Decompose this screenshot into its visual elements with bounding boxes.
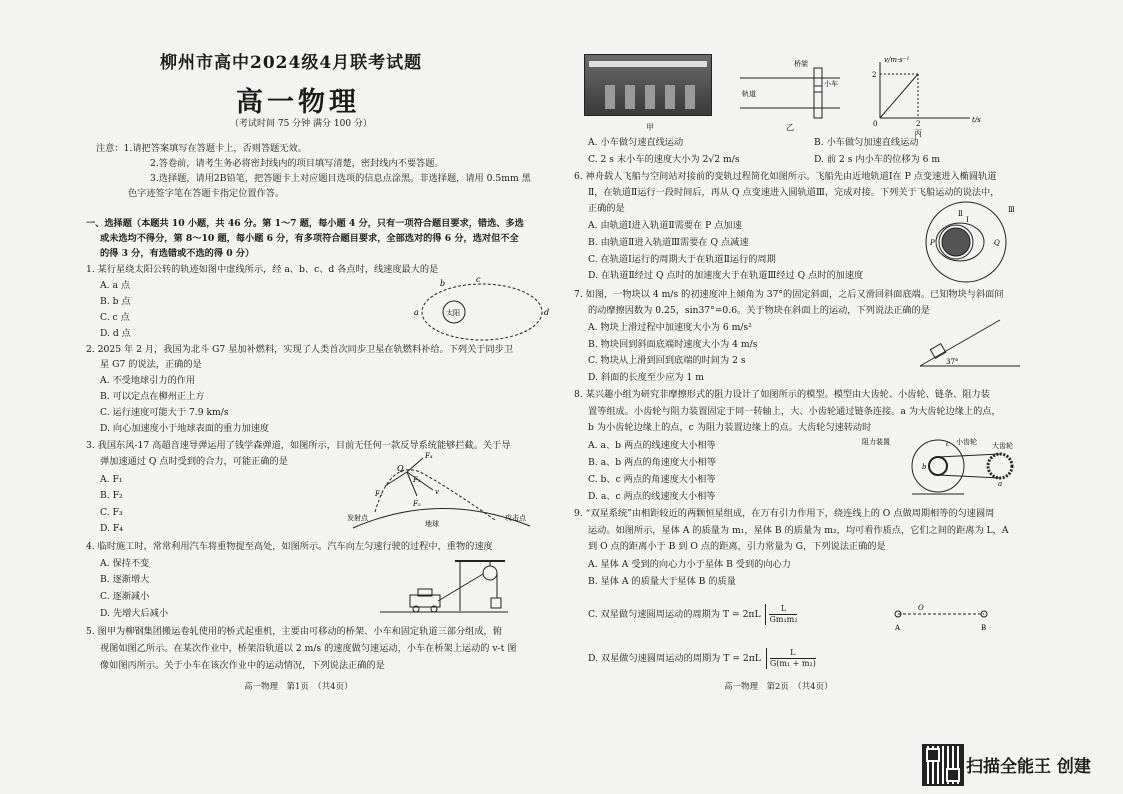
- q6-stem-3: 正确的是: [588, 203, 625, 214]
- q3-earth-label: 地球: [425, 520, 439, 528]
- q8-small-label: 小齿轮: [956, 438, 977, 446]
- q3-target-label: 攻击点: [505, 514, 526, 522]
- fig5-rail-label: 轨道: [742, 90, 756, 98]
- q9-option-a: A. 星体 A 受到的向心力小于星体 B 受到的向心力: [588, 559, 791, 570]
- q8-option-a: A. a、b 两点的线速度大小相等: [588, 440, 716, 451]
- q7-angle-label: 37°: [946, 358, 959, 366]
- q3-label-v: v: [435, 488, 439, 496]
- fig5-label-yi: 乙: [786, 123, 794, 132]
- q8-label-a: a: [998, 480, 1003, 488]
- q2-option-b: B. 可以定点在柳州正上方: [100, 391, 205, 402]
- q3-stem-2: 弹加速通过 Q 点时受到的合力，可能正确的是: [100, 456, 288, 467]
- q7-stem-2: 的动摩擦因数为 0.25，sin37°=0.6。关于物块在斜面上的运动，下列说法正确的是: [588, 305, 930, 316]
- q7-option-d: D. 斜面的长度至少应为 1 m: [588, 372, 704, 383]
- q9-option-c-denominator: Gm₁m₂: [769, 615, 798, 624]
- q5-option-a: A. 小车做匀速直线运动: [588, 137, 684, 148]
- fig5-vt-graph: [870, 56, 990, 138]
- q6-option-a: A. 由轨道Ⅰ进入轨道Ⅱ需要在 P 点加速: [588, 220, 742, 231]
- q8-option-c: C. b、c 两点的角速度大小相等: [588, 474, 716, 485]
- q1-label-b: b: [440, 279, 446, 288]
- exam-title: 柳州市高中2024级4月联考试题: [160, 53, 423, 73]
- q8-stem-1: 8. 某兴趣小组为研究非摩擦形式的阻力设计了如图所示的模型。模型由大齿轮、小齿轮、链条、阻力装: [574, 389, 990, 400]
- q2-option-c: C. 运行速度可能大于 7.9 km/s: [100, 407, 229, 418]
- q4-option-d: D. 先增大后减小: [100, 608, 169, 619]
- note-4: 色字迹签字笔在答题卡指定位置作答。: [128, 188, 285, 199]
- q3-label-q: Q: [397, 464, 404, 473]
- q8-big-label: 大齿轮: [992, 442, 1013, 450]
- q9-binary-figure: [888, 604, 998, 634]
- q3-label-f3: F₃: [413, 476, 421, 484]
- fig5-xaxis-label: t/s: [972, 116, 981, 124]
- q1-label-c: c: [476, 275, 481, 284]
- right-footer: 高一物理 第2页 （共4页）: [724, 682, 833, 692]
- q9-option-c-text: C. 双星做匀速圆周运动的周期为 T = 2πL: [588, 609, 761, 620]
- q4-option-c: C. 逐渐减小: [100, 591, 150, 602]
- fig5-topview: [740, 60, 840, 132]
- q8-option-b: B. a、b 两点的角速度大小相等: [588, 457, 716, 468]
- q5-option-b: B. 小车做匀加速直线运动: [814, 137, 919, 148]
- q9-stem-1: 9. “双星系统”由相距较近的两颗恒星组成，在万有引力作用下，绕连线上的 O 点做周期相等的匀速圆周: [574, 508, 995, 519]
- subject-title: 高一物理: [236, 87, 360, 118]
- q7-stem-1: 7. 如图，一物块以 4 m/s 的初速度冲上倾角为 37°的固定斜面，之后又滑回斜面底端。已知物块与斜面间: [574, 289, 1004, 300]
- q8-stem-3: b 为小齿轮边缘上的点，c 为阻力装置边缘上的点。大齿轮匀速转动时: [588, 422, 872, 433]
- q6-stem-1: 6. 神舟载人飞船与空间站对接前的变轨过程简化如图所示。飞船先由近地轨道Ⅰ在 P 点变速进入椭圆轨道: [574, 171, 997, 182]
- q8-resist-label: 阻力装置: [862, 438, 890, 446]
- fig5-label-bing: 丙: [914, 129, 922, 138]
- q1-label-a: a: [414, 308, 419, 317]
- section-heading-2: 或未选均不得分，第 8～10 题，每小题 6 分，有多项符合题目要求，全部选对的得 6 分，选对但不全: [100, 233, 519, 244]
- q4-stem: 4. 临时施工时，常常利用汽车将重物提至高处，如图所示。汽车向左匀速行驶的过程中，重物的速度: [86, 541, 493, 552]
- q5-stem-3: 像如图丙所示。关于小车在该次作业中的运动情况，下列说法正确的是: [100, 660, 385, 671]
- q6-label-p: P: [930, 239, 935, 247]
- q8-label-c: c: [946, 440, 950, 448]
- q7-incline-figure: [920, 318, 1020, 368]
- q5-stem-2: 视图如图乙所示。在某次作业中，桥架沿轨道以 2 m/s 的速度做匀速运动，小车在桥架上运动的 v-t 图: [100, 643, 517, 654]
- q5-stem-1: 5. 图甲为柳钢集团搬运卷轧使用的桥式起重机，主要由可移动的桥架、小车和固定轨道三部分组成，俯: [86, 626, 502, 637]
- crane-photo: [584, 54, 712, 116]
- q3-trajectory-figure: [345, 450, 535, 532]
- q4-option-a: A. 保持不变: [100, 558, 150, 569]
- q4-option-b: B. 逐渐增大: [100, 574, 150, 585]
- q1-option-b: B. b 点: [100, 296, 131, 307]
- exam-info: （考试时间 75 分钟 满分 100 分）: [230, 119, 372, 129]
- left-footer: 高一物理 第1页 （共4页）: [244, 682, 353, 692]
- q7-option-c: C. 物块从上滑到回到底端的时间为 2 s: [588, 355, 746, 366]
- q3-option-a: A. F₁: [100, 474, 123, 485]
- q9-option-c: [588, 604, 797, 625]
- q3-option-b: B. F₂: [100, 490, 123, 501]
- fig5-origin: 0: [873, 120, 878, 128]
- q9-stem-3: 到 O 点的距离小于 B 到 O 点的距离，引力常量为 G，下列说法正确的是: [588, 541, 886, 552]
- q9-option-d-denominator: G(m₁ + m₂): [769, 659, 816, 668]
- q9-label-o: O: [918, 604, 924, 612]
- fig5-y-tick: 2: [872, 71, 877, 79]
- q2-stem-2: 星 G7 的说法，正确的是: [100, 359, 202, 370]
- q6-option-c: C. 在轨道Ⅰ运行的周期大于在轨道Ⅱ运行的周期: [588, 254, 776, 265]
- scanner-watermark: 扫描全能王 创建: [966, 757, 1091, 777]
- q1-sun-label: 太阳: [446, 309, 460, 317]
- q8-stem-2: 置等组成。小齿轮与阻力装置固定于同一转轴上，大、小齿轮通过链条连接。a 为大齿轮边缘上的点，: [588, 406, 1001, 417]
- q1-orbit-figure: [414, 275, 550, 348]
- q3-label-f4: F₄: [425, 452, 433, 460]
- q7-option-a: A. 物块上滑过程中加速度大小为 6 m/s²: [588, 322, 752, 333]
- q2-stem-1: 2. 2025 年 2 月，我国为北斗 G7 星加补燃料，实现了人类首次同步卫星在轨燃料补给。下列关于同步卫: [86, 344, 514, 355]
- q9-stem-2: 运动。如图所示，星体 A 的质量为 m₁，星体 B 的质量为 m₂，均可看作质点，它们之间的距离为 L，A: [588, 525, 1009, 536]
- q9-option-d-numerator: L: [770, 648, 816, 659]
- note-3: 3.选择题，请用2B铅笔，把答题卡上对应题目选项的信息点涂黑。非选择题，请用 0.5mm 黑: [150, 173, 531, 184]
- q5-option-c: C. 2 s 末小车的速度大小为 2√2 m/s: [588, 154, 740, 165]
- q6-label-q: Q: [994, 239, 1000, 247]
- q6-option-d: D. 在轨道Ⅱ经过 Q 点时的加速度大于在轨道Ⅲ经过 Q 点时的加速度: [588, 270, 864, 281]
- q9-option-b: B. 星体 A 的质量大于星体 B 的质量: [588, 576, 736, 587]
- qr-code: [922, 744, 964, 786]
- q1-label-d: d: [544, 308, 550, 317]
- q3-label-f1: F₁: [375, 490, 383, 498]
- q3-stem-1: 3. 我国东风-17 高超音速导弹运用了钱学森弹道，如图所示，目前无任何一款反导系统能够拦截。关于导: [86, 440, 511, 451]
- q1-option-c: C. c 点: [100, 312, 130, 323]
- note-1: 注意：1.请把答案填写在答题卡上，否则答题无效。: [96, 143, 307, 154]
- fig5-bridge-label: 桥架: [794, 60, 808, 68]
- q3-option-d: D. F₄: [100, 523, 123, 534]
- q2-option-d: D. 向心加速度小于地球表面的重力加速度: [100, 423, 270, 434]
- q9-option-d-text: D. 双星做匀速圆周运动的周期为 T = 2πL: [588, 653, 761, 664]
- q4-crane-figure: [380, 553, 510, 615]
- q1-option-a: A. a 点: [100, 280, 131, 291]
- section-heading: 一、选择题（本题共 10 小题，共 46 分。第 1～7 题，每小题 4 分，只有一项符合题目要求，错选、多选: [86, 218, 524, 229]
- q8-gear-figure: [862, 436, 1030, 502]
- q9-label-b: B: [981, 624, 987, 632]
- q9-label-a: A: [895, 624, 901, 632]
- q9-option-c-numerator: L: [769, 604, 797, 615]
- q6-label-orbit1: Ⅰ: [966, 216, 969, 224]
- q6-label-orbit2: Ⅱ: [958, 210, 963, 218]
- q6-option-b: B. 由轨道Ⅱ进入轨道Ⅲ需要在 Q 点减速: [588, 237, 749, 248]
- q3-label-f2: F₂: [413, 500, 421, 508]
- q3-option-c: C. F₃: [100, 507, 123, 518]
- q5-option-d: D. 前 2 s 内小车的位移为 6 m: [814, 154, 941, 165]
- q6-label-orbit3: Ⅲ: [1008, 206, 1015, 214]
- fig5-yaxis-label: v/m·s⁻¹: [884, 56, 910, 64]
- fig5-label-jia: 甲: [646, 123, 654, 132]
- note-2: 2.答卷前，请考生务必将密封线内的项目填写清楚，密封线内不要答题。: [150, 158, 444, 169]
- section-heading-3: 的得 3 分，有选错或不选的得 0 分）: [100, 248, 255, 259]
- q8-label-b: b: [922, 463, 927, 471]
- q9-option-d: [588, 648, 816, 669]
- q7-option-b: B. 物块回到斜面底端时速度大小为 4 m/s: [588, 339, 758, 350]
- q1-stem: 1. 某行星绕太阳公转的轨迹如图中虚线所示，经 a、b、c、d 各点时，线速度最大的是: [86, 264, 439, 275]
- q8-option-d: D. a、c 两点的线速度大小相等: [588, 491, 716, 502]
- q6-stem-2: Ⅱ，在轨道Ⅱ运行一段时间后，再从 Q 点变速进入圆轨道Ⅲ，完成对接。下列关于飞船运动的说法中，: [588, 187, 1000, 198]
- q2-option-a: A. 不受地球引力的作用: [100, 375, 196, 386]
- fig5-car-label: 小车: [824, 80, 838, 88]
- fig5-x-tick: 2: [916, 120, 921, 128]
- q3-launch-label: 发射点: [347, 514, 368, 522]
- q1-option-d: D. d 点: [100, 328, 131, 339]
- q6-orbit-figure: [922, 200, 1022, 286]
